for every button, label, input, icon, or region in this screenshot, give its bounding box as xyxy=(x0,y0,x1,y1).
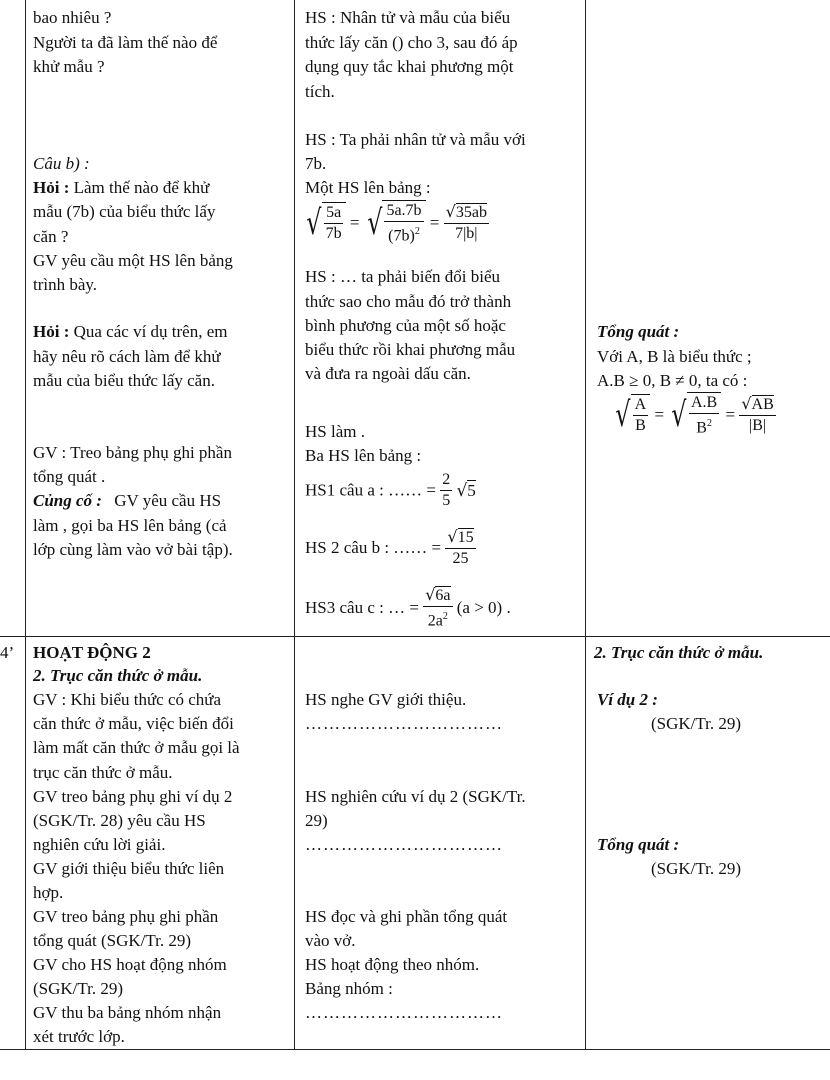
text-line: GV giới thiệu biểu thức liên xyxy=(33,859,225,878)
formula-example-b: √ $\frac{5a}{7b}$ = √ $\frac{5a.7b}{(7b)^2}$ = $\frac{√35ab}{7|b|}$ xyxy=(303,200,489,256)
text-line: làm , gọi ba HS lên bảng (cả xyxy=(33,516,227,535)
text-line: vào vở. xyxy=(305,931,356,950)
text-line: (SGK/Tr. 29) xyxy=(651,714,742,733)
fraction-numerator: 2 xyxy=(440,470,452,491)
text-line: HS đọc và ghi phần tổng quát xyxy=(305,907,508,926)
text-line: GV treo bảng phụ ghi ví dụ 2 xyxy=(33,787,233,806)
text-span: Qua các ví dụ trên, em xyxy=(73,322,228,341)
text-line: dụng quy tắc khai phương một xyxy=(305,57,514,76)
fraction-numerator: 5a.7b xyxy=(384,201,423,222)
text-line: GV yêu cầu một HS lên bảng xyxy=(33,251,233,270)
text-line: mẫu (7b) của biểu thức lấy xyxy=(33,202,216,221)
text-line: (SGK/Tr. 29) xyxy=(651,859,742,878)
fraction-numerator: A.B xyxy=(689,393,719,414)
activity-title: HOẠT ĐỘNG 2 xyxy=(33,643,151,662)
text-line: khử mẫu ? xyxy=(33,57,105,76)
answer-a: HS1 câu a : …… = $\frac{2}{5}$ √5 xyxy=(305,471,476,509)
section-title: 2. Trục căn thức ở mẫu. xyxy=(594,643,764,662)
text-line: HS nghiên cứu ví dụ 2 (SGK/Tr. xyxy=(305,787,526,806)
example-label: Ví dụ 2 : xyxy=(597,690,658,709)
time-label: 4’ xyxy=(0,643,15,662)
fraction-denominator: 25 xyxy=(452,550,469,567)
table-border-col3 xyxy=(585,0,586,1050)
answer-label: HS3 câu c : … = xyxy=(305,598,419,618)
exponent: 2 xyxy=(442,611,448,622)
text-line: Một HS lên bảng : xyxy=(305,178,431,197)
text-span: GV yêu cầu HS xyxy=(114,491,222,510)
text-line: tích. xyxy=(305,82,335,101)
text-line: mẫu của biểu thức lấy căn. xyxy=(33,371,215,390)
text-span: Làm thế nào để khử xyxy=(73,178,210,197)
text-line: hãy nêu rõ cách làm để khử xyxy=(33,347,221,366)
hoi-label: Hỏi : xyxy=(33,178,70,197)
fraction-numerator: 5a xyxy=(324,203,343,224)
text-line: (SGK/Tr. 29) xyxy=(33,979,124,998)
fraction-denominator: |B| xyxy=(749,417,767,435)
text-line: bao nhiêu ? xyxy=(33,8,112,27)
answer-b: HS 2 câu b : …… = $\frac{√15}{25}$ xyxy=(305,527,474,567)
text-line: và đưa ra ngoài dấu căn. xyxy=(305,364,471,383)
text-line: tổng quát (SGK/Tr. 29) xyxy=(33,931,192,950)
text-line: Bảng nhóm : xyxy=(305,979,393,998)
text-line: 29) xyxy=(305,811,328,830)
text-line: căn thức ở mẫu, việc biến đổi xyxy=(33,714,234,733)
text-line: thức lấy căn () cho 3, sau đó áp xyxy=(305,33,518,52)
table-border-bottom xyxy=(0,1049,830,1050)
text-line: căn ? xyxy=(33,227,69,246)
text-line: GV thu ba bảng nhóm nhận xyxy=(33,1003,222,1022)
fraction-denominator: (7b) xyxy=(388,227,415,245)
dotted-line: …………………………… xyxy=(305,835,503,854)
text-line: GV treo bảng phụ ghi phần xyxy=(33,907,219,926)
text-line: HS : … ta phải biến đổi biểu xyxy=(305,267,501,286)
text-line: xét trước lớp. xyxy=(33,1027,125,1046)
fraction-numerator: A xyxy=(633,395,649,416)
text-line: GV : Treo bảng phụ ghi phần xyxy=(33,443,232,462)
condition: (a > 0) . xyxy=(456,598,511,618)
text-line: 7b. xyxy=(305,154,327,173)
text-line: HS nghe GV giới thiệu. xyxy=(305,690,467,709)
exponent: 2 xyxy=(706,418,712,429)
radical: √ $\frac{5a}{7b}$ xyxy=(303,202,346,244)
dotted-line: …………………………… xyxy=(305,714,503,733)
text-line: làm mất căn thức ở mẫu gọi là xyxy=(33,738,240,757)
fraction-denominator: B xyxy=(635,417,646,435)
exponent: 2 xyxy=(414,226,420,237)
general-formula: √ $\frac{A}{B}$ = √ $\frac{A.B}{B^2}$ = $\frac{√AB}{|B|}$ xyxy=(612,392,776,452)
text-line: tổng quát . xyxy=(33,467,106,486)
radical: √ $\frac{A.B}{B^2}$ xyxy=(668,392,721,438)
table-border-left xyxy=(25,0,26,1050)
radical: √ $\frac{A}{B}$ xyxy=(612,394,650,436)
fraction-denominator: 2a xyxy=(427,612,443,630)
text-line: thức sao cho mẫu đó trở thành xyxy=(305,292,512,311)
general-label: Tổng quát : xyxy=(597,322,680,341)
text-line: trình bày. xyxy=(33,275,98,294)
dotted-line: …………………………… xyxy=(305,1003,503,1022)
general-label: Tổng quát : xyxy=(597,835,680,854)
answer-label: HS1 câu a : …… = xyxy=(305,480,436,500)
radicand: 6a xyxy=(435,587,451,604)
fraction-numerator: 35ab xyxy=(455,204,487,222)
text-line: nghiên cứu lời giải. xyxy=(33,835,166,854)
cau-b-label: Câu b) : xyxy=(33,154,90,173)
text-line: HS hoạt động theo nhóm. xyxy=(305,955,480,974)
text-line: lớp cùng làm vào vở bài tập). xyxy=(33,540,233,559)
hoi-label: Hỏi : xyxy=(33,322,70,341)
radicand: 15 xyxy=(457,529,474,546)
text-line: Với A, B là biểu thức ; xyxy=(597,347,752,366)
fraction-denominator: B xyxy=(696,419,707,437)
answer-c: HS3 câu c : … = $\frac{√6a}{2a^2}$ (a > 0) . xyxy=(305,585,511,630)
fraction-denominator: 7b xyxy=(325,225,342,243)
text-line: GV cho HS hoạt động nhóm xyxy=(33,955,227,974)
question-2 xyxy=(33,322,228,342)
section-subtitle: 2. Trục căn thức ở mẫu. xyxy=(33,666,203,685)
text-line: (SGK/Tr. 28) yêu cầu HS xyxy=(33,811,206,830)
radicand: 5 xyxy=(467,480,476,500)
radicand: AB xyxy=(751,396,774,414)
table-border-col2 xyxy=(294,0,295,1050)
table-border-row xyxy=(0,636,830,637)
cung-co-label: Củng cố : xyxy=(33,491,102,510)
text-line: biểu thức rồi khai phương mẫu xyxy=(305,340,516,359)
text-line: trục căn thức ở mẫu. xyxy=(33,763,173,782)
text-line: GV : Khi biểu thức có chứa xyxy=(33,690,222,709)
text-line: HS : Ta phải nhân tử và mẫu với xyxy=(305,130,526,149)
radical: √ $\frac{5a.7b}{(7b)^2}$ xyxy=(364,200,426,246)
question-1 xyxy=(33,178,209,198)
fraction-denominator: 7|b| xyxy=(455,225,478,243)
text-line: Ba HS lên bảng : xyxy=(305,446,422,465)
text-line: bình phương của một số hoặc xyxy=(305,316,506,335)
text-line: A.B ≥ 0, B ≠ 0, ta có : xyxy=(597,371,748,390)
text-line: hợp. xyxy=(33,883,64,902)
text-line: Người ta đã làm thế nào để xyxy=(33,33,218,52)
text-line: HS làm . xyxy=(305,422,365,441)
answer-label: HS 2 câu b : …… = xyxy=(305,538,442,557)
text-line: HS : Nhân tử và mẫu của biểu xyxy=(305,8,511,27)
fraction-denominator: 5 xyxy=(442,492,451,509)
consolidation xyxy=(33,491,221,511)
